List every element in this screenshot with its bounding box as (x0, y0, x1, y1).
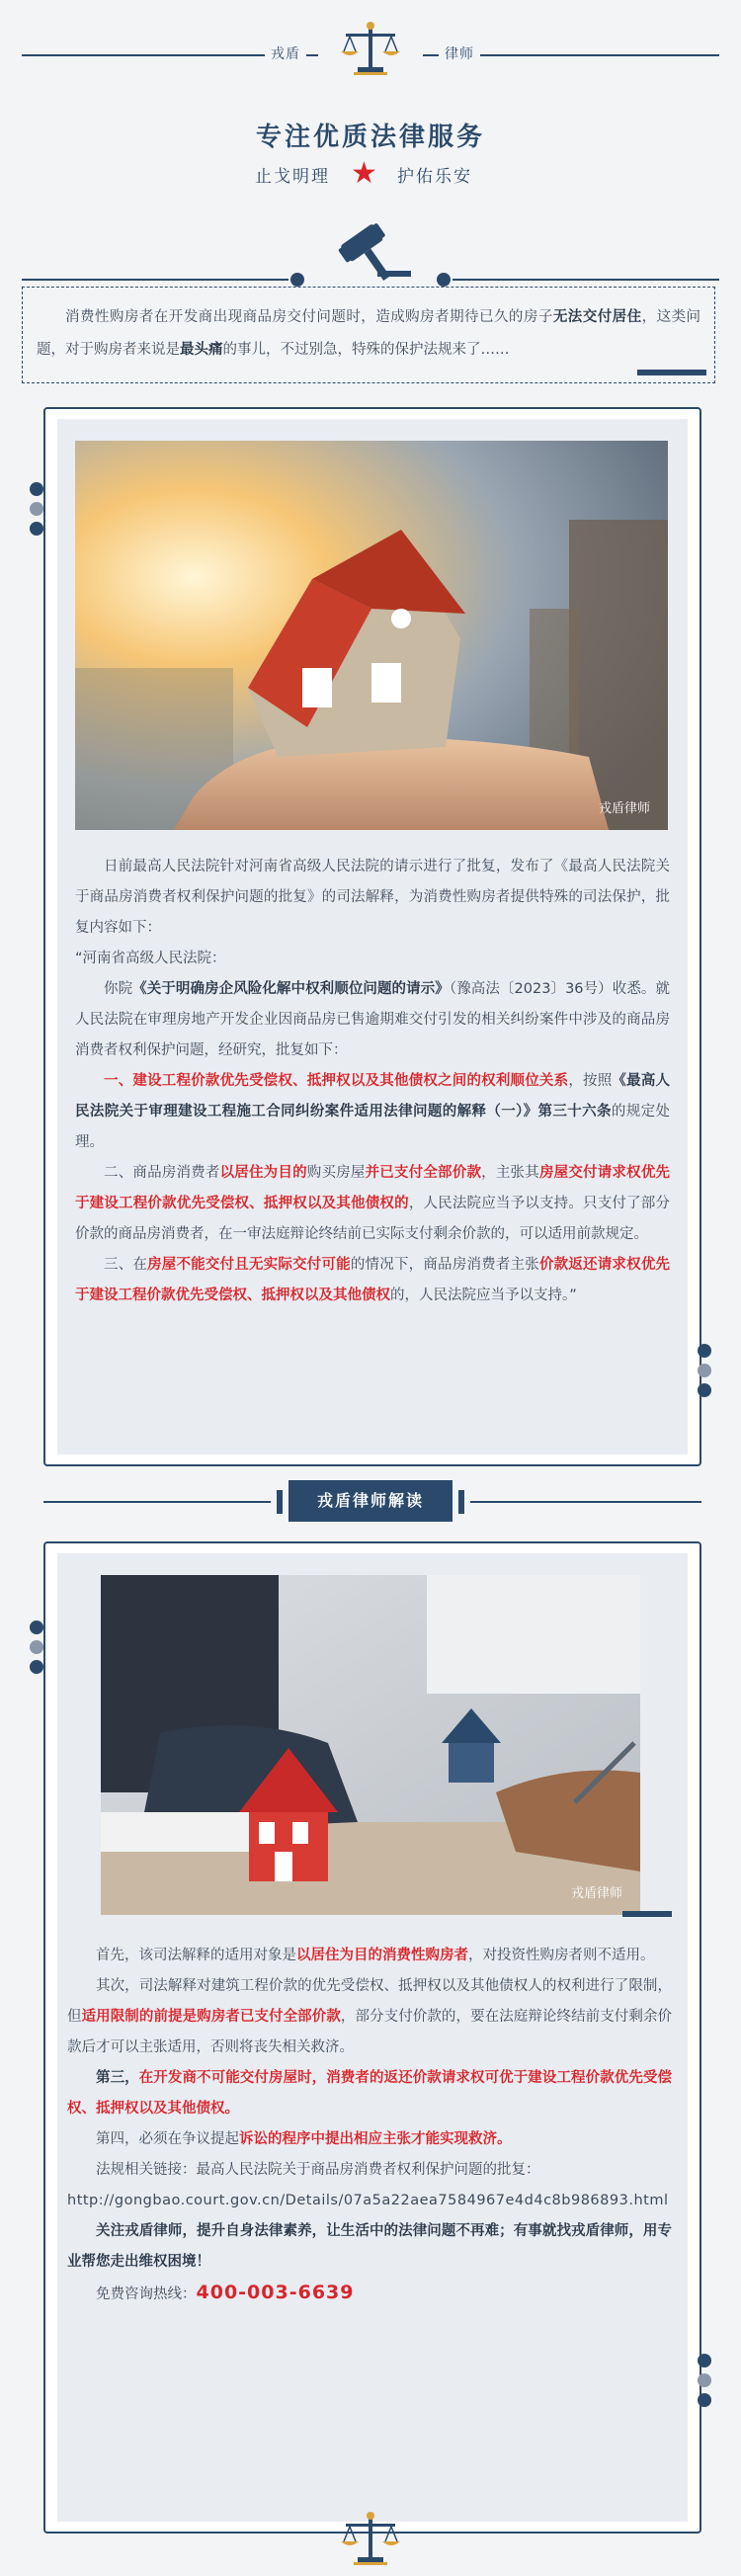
house-model-signing-photo (101, 1575, 640, 1915)
intro-text: ，这类问题，对于购房者来说是 (37, 309, 701, 358)
side-dot (698, 1344, 711, 1358)
scales-of-justice-icon (336, 2510, 405, 2569)
badge-bar (277, 1490, 283, 1514)
divider-dot (290, 273, 304, 287)
intro-bold: 无法交付居住 (552, 309, 642, 325)
divider-line-right (453, 279, 719, 281)
badge-bar (458, 1490, 464, 1514)
link-url[interactable]: http://gongbao.court.gov.cn/Details/07a5a22aea7584967e4d4c8b986893.html (67, 2193, 669, 2208)
paragraph: 法规相关链接：最高人民法院关于商品房消费者权利保护问题的批复： (96, 2162, 540, 2178)
page-title: 专注优质法律服务 (255, 123, 485, 152)
hotline-number[interactable]: 400-003-6639 (196, 2282, 355, 2303)
paragraph: “河南省高级人民法院： (75, 951, 226, 966)
star-icon: ★ (351, 156, 377, 191)
paragraph: 首先，该司法解释的适用对象是以居住为目的消费性购房者，对投资性购房者则不适用。 (96, 1948, 655, 1963)
side-dot (30, 482, 43, 496)
photo-accent-bar (622, 1911, 672, 1917)
photo-watermark: 戎盾律师 (598, 801, 650, 816)
gavel-icon (326, 215, 415, 285)
paragraph: 日前最高人民法院针对河南省高级人民法院的请示进行了批复，发布了《最高人民法院关于商品房消费者权利保护问题的批复》的司法解释，为消费性购房者提供特殊的司法保护，批复内容如下： (75, 859, 670, 936)
paragraph: 其次，司法解释对建筑工程价款的优先受偿权、抵押权以及其他债权人的权利进行了限制，但适用限制的前提是购房者已支付全部价款，部分支付价款的，要在法庭辩论终结前支付剩余价款后才可以主张适用，否则将丧失相关救济。 (67, 1978, 673, 2055)
hotline-line: 免费咨询热线：400-003-6639 (96, 2282, 355, 2303)
house-in-hand-photo (75, 441, 668, 830)
side-dot (698, 2373, 711, 2387)
header-word-right: 律师 (439, 43, 480, 63)
intro-bold: 最头痛 (180, 342, 223, 358)
photo-watermark: 戎盾律师 (570, 1886, 622, 1901)
side-dot (30, 1640, 43, 1654)
paragraph: 三、在房屋不能交付且无实际交付可能的情况下，商品房消费者主张价款返还请求权优先于建设工程价款优先受偿权、抵押权以及其他债权的，人民法院应当予以支持。” (75, 1257, 671, 1303)
intro-accent-bar (637, 370, 706, 375)
scales-of-justice-icon (336, 20, 405, 79)
section2-text (67, 1941, 672, 2310)
side-dot (30, 522, 43, 536)
paragraph: 一、建设工程价款优先受偿权、抵押权以及其他债权之间的权利顺位关系，按照《最高人民法院关于审理建设工程施工合同纠纷案件适用法律问题的解释（一）》第三十六条的规定处理。 (75, 1073, 671, 1150)
paragraph: 关注戎盾律师，提升自身法律素养，让生活中的法律问题不再难；有事就找戎盾律师，用专业帮您走出维权困境！ (67, 2223, 672, 2270)
section-badge: 戎盾律师解读 (288, 1480, 453, 1522)
header-word-left: 戎盾 (265, 43, 306, 63)
side-dot (30, 1660, 43, 1674)
intro-text: 的事儿，不过别急，特殊的保护法规来了…… (222, 342, 510, 358)
paragraph: 第四，必须在争议提起诉讼的程序中提出相应主张才能实现救济。 (96, 2131, 512, 2147)
divider-line-left (22, 279, 288, 281)
side-dot (30, 1620, 43, 1634)
slogan-right: 护佑乐安 (397, 167, 472, 187)
side-dot (698, 2354, 711, 2368)
paragraph: 二、商品房消费者以居住为目的购买房屋并已支付全部价款，主张其房屋交付请求权优先于建设工程价款优先受偿权、抵押权以及其他债权的，人民法院应当予以支持。只支付了部分价款的商品房消费者，在一审法庭辩论终结前已实际支付剩余价款的，可以适用前款规定。 (75, 1165, 671, 1242)
badge-line-right (470, 1501, 701, 1503)
slogan-left: 止戈明理 (255, 167, 330, 187)
side-dot (698, 1383, 711, 1397)
badge-line-left (43, 1501, 271, 1503)
paragraph: 第三，在开发商不可能交付房屋时，消费者的返还价款请求权可优于建设工程价款优先受偿权、抵押权以及其他债权。 (67, 2070, 673, 2117)
intro-text: 消费性购房者在开发商出现商品房交付问题时，造成购房者期待已久的房子 (65, 309, 553, 325)
divider-dot (437, 273, 451, 287)
side-dot (698, 1364, 711, 1377)
side-dot (698, 2393, 711, 2407)
paragraph: 你院《关于明确房企风险化解中权利顺位问题的请示》（豫高法〔2023〕36号）收悉。就人民法院在审理房地产开发企业因商品房已售逾期难交付引发的相关纠纷案件中涉及的商品房消费者权利保护问题，经研究，批复如下： (75, 981, 670, 1058)
side-dot (30, 502, 43, 516)
intro-box (22, 287, 715, 383)
section1-text (75, 852, 670, 1311)
